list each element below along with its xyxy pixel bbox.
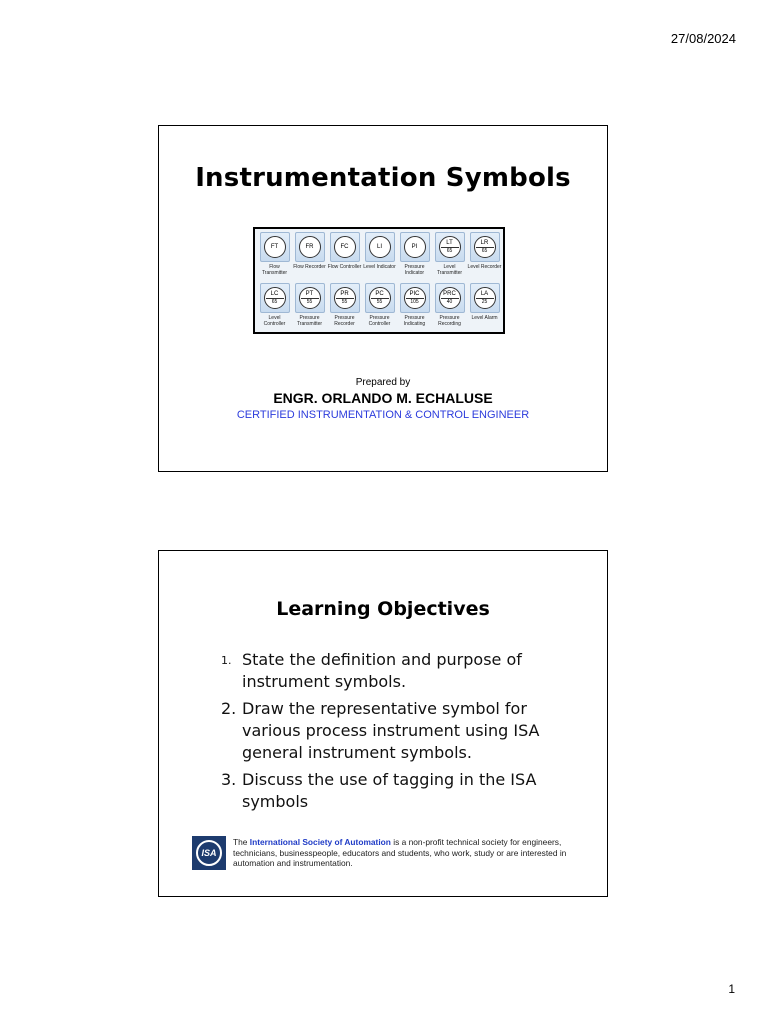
symbol-label: Flow Transmitter	[261, 264, 288, 276]
instrument-circle-icon	[299, 287, 321, 309]
symbol-tag: PC	[375, 291, 384, 297]
objective-text: Draw the representative symbol for various process instrument using ISA general instrument symbols.	[242, 699, 540, 762]
symbol-tile	[295, 232, 325, 262]
instrument-circle-icon	[299, 236, 321, 258]
symbol-tag: FC	[340, 244, 349, 250]
slide-title: Instrumentation Symbols	[195, 163, 571, 193]
isa-logo-icon	[192, 836, 226, 870]
symbol-tile	[365, 283, 395, 313]
isa-description	[233, 837, 601, 869]
symbol-label: Level Indicator	[363, 264, 396, 270]
symbol-tile	[295, 283, 325, 313]
symbol-label: Pressure Recording	[438, 315, 461, 327]
symbol-label: Level Recorder	[467, 264, 502, 270]
slide-title: Learning Objectives	[276, 598, 490, 620]
instrument-circle-icon	[404, 236, 426, 258]
instrument-circle-icon	[369, 236, 391, 258]
symbol-tag: LA	[480, 291, 489, 297]
slide-learning-objectives	[158, 550, 608, 897]
isa-org-name: International Society of Automation	[249, 837, 391, 847]
isa-text-post: is a non-profit technical society for engineers, technicians, businesspeople, educators and students, who work, study or are interested in automation and instrumentation.	[233, 837, 567, 868]
symbol-cell	[257, 281, 292, 332]
symbol-cell	[292, 230, 327, 281]
page-date: 27/08/2024	[670, 31, 736, 46]
symbol-tag: LI	[376, 244, 382, 250]
page-number: 1	[728, 982, 735, 996]
instrument-circle-icon	[264, 287, 286, 309]
symbol-tag: PR	[340, 291, 349, 297]
symbol-label: Pressure Indicator	[404, 264, 425, 276]
symbol-tag: PIC	[409, 291, 420, 297]
author-name: ENGR. ORLANDO M. ECHALUSE	[273, 390, 493, 406]
symbol-number: 65	[446, 248, 453, 254]
symbol-tag: PT	[305, 291, 314, 297]
symbol-tile	[400, 283, 430, 313]
symbol-number: 25	[481, 299, 488, 305]
symbol-tag: FT	[270, 244, 279, 250]
symbol-tag: LR	[480, 240, 489, 246]
symbol-label: Level Controller	[263, 315, 286, 327]
objective-text: State the definition and purpose of instrument symbols.	[242, 650, 522, 691]
instrument-circle-icon	[334, 287, 356, 309]
instrument-circle-icon	[264, 236, 286, 258]
isa-logo-text: ISA	[196, 840, 222, 866]
instrument-circle-icon	[474, 287, 496, 309]
objective-item	[215, 698, 555, 764]
symbol-cell	[467, 230, 502, 281]
symbol-tile	[260, 232, 290, 262]
symbol-number: 55	[306, 299, 313, 305]
symbol-cell	[432, 281, 467, 332]
slide-title-page	[158, 125, 608, 472]
symbol-tile	[470, 232, 500, 262]
symbol-label: Pressure Controller	[368, 315, 391, 327]
symbol-tile	[365, 232, 395, 262]
symbol-label: Pressure Transmitter	[296, 315, 323, 327]
symbol-label: Pressure Indicating	[403, 315, 426, 327]
isa-text-pre: The	[233, 837, 250, 847]
symbol-tile	[330, 283, 360, 313]
objective-item	[215, 649, 555, 693]
instrument-circle-icon	[439, 287, 461, 309]
symbol-tag: FR	[305, 244, 314, 250]
symbol-cell	[327, 230, 362, 281]
symbol-tag: PRC	[443, 291, 456, 297]
symbol-cell	[397, 230, 432, 281]
symbol-tag: PI	[411, 244, 418, 250]
instrument-circle-icon	[404, 287, 426, 309]
symbol-label: Pressure Recorder	[334, 315, 355, 327]
symbol-cell	[257, 230, 292, 281]
symbol-cell	[292, 281, 327, 332]
symbol-grid-image	[253, 227, 505, 334]
objectives-list	[215, 649, 555, 818]
symbol-tile	[330, 232, 360, 262]
instrument-circle-icon	[439, 236, 461, 258]
symbol-cell	[432, 230, 467, 281]
symbol-label: Flow Controller	[327, 264, 362, 270]
symbol-cell	[362, 230, 397, 281]
instrument-circle-icon	[474, 236, 496, 258]
symbol-tile	[435, 283, 465, 313]
symbol-number: 55	[341, 299, 348, 305]
objective-text: Discuss the use of tagging in the ISA symbols	[242, 770, 537, 811]
symbol-tag: LC	[270, 291, 279, 297]
instrument-circle-icon	[369, 287, 391, 309]
symbol-label: Level Alarm	[471, 315, 498, 321]
symbol-tag: LT	[446, 240, 453, 246]
symbol-tile	[435, 232, 465, 262]
symbol-number: 55	[376, 299, 383, 305]
objective-number: 2.	[221, 699, 237, 718]
symbol-cell	[397, 281, 432, 332]
objective-item	[215, 769, 555, 813]
prepared-by-label: Prepared by	[355, 377, 411, 388]
author-title: CERTIFIED INSTRUMENTATION & CONTROL ENGINEER	[236, 409, 530, 421]
symbol-tile	[470, 283, 500, 313]
symbol-cell	[327, 281, 362, 332]
symbol-number: 65	[481, 248, 488, 254]
symbol-label: Flow Recorder	[293, 264, 326, 270]
symbol-number: 40	[446, 299, 453, 305]
symbol-cell	[362, 281, 397, 332]
symbol-number: 65	[271, 299, 278, 305]
symbol-cell	[467, 281, 502, 332]
instrument-circle-icon	[334, 236, 356, 258]
symbol-label: Level Transmitter	[436, 264, 463, 276]
symbol-tile	[260, 283, 290, 313]
symbol-tile	[400, 232, 430, 262]
objective-number: 1.	[221, 654, 232, 667]
objective-number: 3.	[221, 770, 237, 789]
symbol-number: 105	[410, 299, 419, 305]
